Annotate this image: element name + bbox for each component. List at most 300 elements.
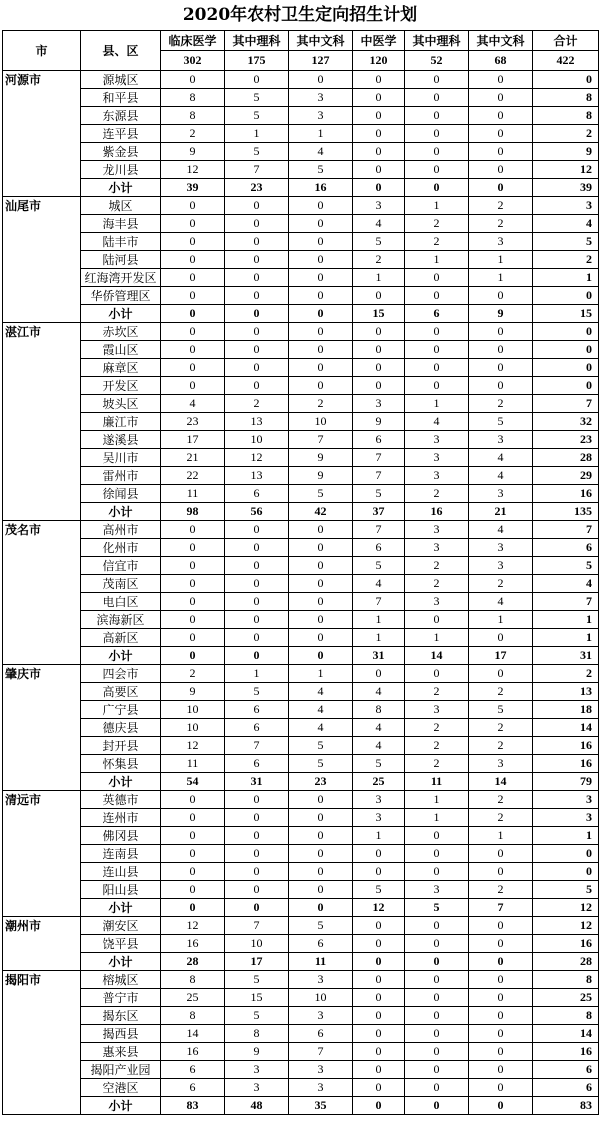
quota-cell: 0 [161, 809, 225, 827]
table-row [3, 701, 599, 719]
quota-cell: 0 [405, 863, 469, 881]
table-row [3, 323, 599, 341]
quota-cell: 1 [353, 269, 405, 287]
subtotal-label: 小计 [81, 953, 161, 971]
subtotal-cell: 98 [161, 503, 225, 521]
subtotal-cell: 0 [161, 305, 225, 323]
city-name: 清远市 [3, 791, 81, 917]
quota-cell: 2 [405, 755, 469, 773]
quota-cell: 0 [469, 125, 533, 143]
subtotal-label: 小计 [81, 503, 161, 521]
subtotal-cell: 7 [469, 899, 533, 917]
county-name: 封开县 [81, 737, 161, 755]
table-row [3, 521, 599, 539]
quota-cell: 0 [405, 611, 469, 629]
quota-cell: 0 [405, 269, 469, 287]
county-name: 红海湾开发区 [81, 269, 161, 287]
quota-cell: 0 [353, 161, 405, 179]
table-row [3, 413, 599, 431]
county-name: 廉江市 [81, 413, 161, 431]
quota-cell: 2 [405, 485, 469, 503]
table-row [3, 377, 599, 395]
quota-cell: 0 [405, 827, 469, 845]
quota-cell: 21 [161, 449, 225, 467]
quota-cell: 0 [469, 377, 533, 395]
subtotal-cell: 0 [405, 179, 469, 197]
city-name: 潮州市 [3, 917, 81, 971]
row-total: 14 [533, 719, 599, 737]
quota-cell: 5 [289, 485, 353, 503]
quota-cell: 0 [405, 377, 469, 395]
quota-cell: 0 [353, 1043, 405, 1061]
quota-cell: 0 [405, 917, 469, 935]
quota-cell: 7 [289, 431, 353, 449]
quota-cell: 0 [469, 665, 533, 683]
quota-cell: 0 [225, 827, 289, 845]
quota-cell: 0 [161, 287, 225, 305]
quota-cell: 4 [405, 413, 469, 431]
subtotal-cell: 0 [469, 179, 533, 197]
quota-cell: 0 [353, 143, 405, 161]
quota-cell: 0 [353, 1079, 405, 1097]
table-body [3, 31, 599, 1115]
quota-cell: 12 [161, 917, 225, 935]
subtotal-cell: 42 [289, 503, 353, 521]
subtotal-cell: 15 [353, 305, 405, 323]
quota-cell: 5 [289, 737, 353, 755]
row-total: 0 [533, 359, 599, 377]
quota-cell: 1 [469, 827, 533, 845]
county-name: 潮安区 [81, 917, 161, 935]
quota-cell: 0 [161, 881, 225, 899]
county-name: 东源县 [81, 107, 161, 125]
row-total: 9 [533, 143, 599, 161]
table-row [3, 881, 599, 899]
quota-cell: 0 [353, 1025, 405, 1043]
county-name: 佛冈县 [81, 827, 161, 845]
subtotal-cell: 11 [405, 773, 469, 791]
quota-cell: 0 [405, 935, 469, 953]
quota-cell: 5 [225, 683, 289, 701]
quota-cell: 2 [405, 215, 469, 233]
table-row [3, 917, 599, 935]
quota-cell: 2 [161, 125, 225, 143]
header-county: 县、区 [81, 31, 161, 71]
quota-cell: 2 [405, 737, 469, 755]
county-name: 连山县 [81, 863, 161, 881]
quota-cell: 8 [161, 89, 225, 107]
row-total: 6 [533, 539, 599, 557]
row-total: 4 [533, 215, 599, 233]
quota-cell: 5 [289, 755, 353, 773]
row-total: 2 [533, 665, 599, 683]
quota-cell: 1 [469, 269, 533, 287]
county-name: 饶平县 [81, 935, 161, 953]
quota-cell: 0 [161, 269, 225, 287]
header-total: 175 [225, 51, 289, 71]
quota-cell: 5 [353, 557, 405, 575]
quota-cell: 0 [353, 989, 405, 1007]
city-name: 汕尾市 [3, 197, 81, 323]
quota-cell: 2 [469, 719, 533, 737]
quota-cell: 2 [469, 683, 533, 701]
subtotal-cell: 16 [289, 179, 353, 197]
quota-cell: 0 [289, 215, 353, 233]
row-total: 5 [533, 881, 599, 899]
quota-cell: 4 [353, 719, 405, 737]
quota-cell: 0 [469, 287, 533, 305]
quota-cell: 0 [289, 809, 353, 827]
subtotal-cell: 0 [225, 305, 289, 323]
quota-cell: 5 [353, 755, 405, 773]
header-col: 其中文科 [469, 31, 533, 51]
county-name: 电白区 [81, 593, 161, 611]
quota-cell: 0 [405, 1043, 469, 1061]
subtotal-total: 39 [533, 179, 599, 197]
quota-cell: 4 [469, 521, 533, 539]
header-city: 市 [3, 31, 81, 71]
county-name: 龙川县 [81, 161, 161, 179]
row-total: 16 [533, 737, 599, 755]
quota-cell: 6 [225, 701, 289, 719]
subtotal-cell: 16 [405, 503, 469, 521]
quota-cell: 12 [161, 161, 225, 179]
quota-cell: 6 [161, 1061, 225, 1079]
quota-cell: 3 [405, 431, 469, 449]
row-total: 5 [533, 233, 599, 251]
quota-cell: 0 [405, 89, 469, 107]
quota-cell: 4 [353, 215, 405, 233]
table-row [3, 971, 599, 989]
quota-cell: 7 [289, 1043, 353, 1061]
quota-cell: 0 [161, 611, 225, 629]
quota-cell: 0 [353, 917, 405, 935]
quota-cell: 0 [225, 233, 289, 251]
quota-cell: 0 [225, 377, 289, 395]
subtotal-cell: 0 [289, 305, 353, 323]
subtotal-cell: 0 [353, 953, 405, 971]
row-total: 1 [533, 827, 599, 845]
quota-cell: 0 [405, 1061, 469, 1079]
quota-cell: 8 [161, 107, 225, 125]
quota-cell: 15 [225, 989, 289, 1007]
table-row [3, 611, 599, 629]
page-title: 2020年农村卫生定向招生计划 [182, 5, 418, 25]
header-total: 302 [161, 51, 225, 71]
subtotal-cell: 48 [225, 1097, 289, 1115]
header-col: 其中文科 [289, 31, 353, 51]
subtotal-label: 小计 [81, 305, 161, 323]
row-total: 25 [533, 989, 599, 1007]
quota-cell: 3 [469, 539, 533, 557]
quota-cell: 0 [469, 971, 533, 989]
quota-cell: 2 [289, 395, 353, 413]
quota-cell: 2 [469, 737, 533, 755]
county-name: 揭西县 [81, 1025, 161, 1043]
quota-cell: 9 [353, 413, 405, 431]
row-total: 0 [533, 377, 599, 395]
row-total: 6 [533, 1061, 599, 1079]
table-row [3, 143, 599, 161]
quota-cell: 0 [289, 71, 353, 89]
row-total: 12 [533, 917, 599, 935]
quota-cell: 0 [161, 323, 225, 341]
quota-cell: 0 [353, 1007, 405, 1025]
quota-cell: 5 [225, 89, 289, 107]
row-total: 7 [533, 395, 599, 413]
quota-cell: 9 [161, 143, 225, 161]
quota-cell: 0 [469, 845, 533, 863]
quota-cell: 0 [469, 1079, 533, 1097]
subtotal-cell: 0 [353, 1097, 405, 1115]
quota-cell: 3 [289, 971, 353, 989]
quota-cell: 3 [225, 1061, 289, 1079]
subtotal-total: 79 [533, 773, 599, 791]
quota-cell: 16 [161, 935, 225, 953]
quota-cell: 0 [289, 251, 353, 269]
row-total: 5 [533, 557, 599, 575]
subtotal-total: 83 [533, 1097, 599, 1115]
subtotal-cell: 0 [469, 953, 533, 971]
quota-cell: 5 [225, 107, 289, 125]
county-name: 华侨管理区 [81, 287, 161, 305]
table-row [3, 1061, 599, 1079]
county-name: 雷州市 [81, 467, 161, 485]
quota-cell: 2 [405, 233, 469, 251]
table-row [3, 539, 599, 557]
subtotal-row [3, 953, 599, 971]
table-row [3, 341, 599, 359]
quota-cell: 5 [225, 1007, 289, 1025]
header-col: 其中理科 [225, 31, 289, 51]
quota-cell: 0 [161, 377, 225, 395]
county-name: 海丰县 [81, 215, 161, 233]
quota-cell: 6 [225, 719, 289, 737]
quota-cell: 7 [353, 467, 405, 485]
quota-cell: 3 [405, 701, 469, 719]
subtotal-cell: 0 [225, 647, 289, 665]
quota-cell: 0 [469, 935, 533, 953]
quota-cell: 0 [469, 71, 533, 89]
quota-cell: 0 [469, 161, 533, 179]
table-row [3, 89, 599, 107]
quota-cell: 13 [225, 467, 289, 485]
quota-cell: 3 [289, 1079, 353, 1097]
quota-cell: 1 [405, 629, 469, 647]
quota-cell: 0 [353, 287, 405, 305]
quota-cell: 6 [353, 431, 405, 449]
county-name: 高新区 [81, 629, 161, 647]
subtotal-cell: 23 [289, 773, 353, 791]
quota-cell: 4 [289, 701, 353, 719]
plan-sheet [2, 0, 598, 1115]
subtotal-total: 135 [533, 503, 599, 521]
quota-cell: 0 [405, 665, 469, 683]
row-total: 0 [533, 323, 599, 341]
table-row [3, 431, 599, 449]
subtotal-cell: 0 [161, 647, 225, 665]
quota-cell: 4 [353, 683, 405, 701]
quota-cell: 0 [225, 539, 289, 557]
table-row [3, 1043, 599, 1061]
county-name: 徐闻县 [81, 485, 161, 503]
quota-cell: 1 [353, 629, 405, 647]
quota-cell: 3 [469, 755, 533, 773]
subtotal-row [3, 179, 599, 197]
quota-cell: 4 [289, 143, 353, 161]
quota-cell: 14 [161, 1025, 225, 1043]
quota-cell: 0 [353, 359, 405, 377]
subtotal-cell: 35 [289, 1097, 353, 1115]
quota-cell: 7 [225, 917, 289, 935]
subtotal-label: 小计 [81, 899, 161, 917]
quota-cell: 0 [289, 629, 353, 647]
quota-cell: 0 [225, 359, 289, 377]
table-row [3, 791, 599, 809]
row-total: 28 [533, 449, 599, 467]
quota-cell: 0 [353, 845, 405, 863]
quota-cell: 3 [353, 197, 405, 215]
row-total: 16 [533, 485, 599, 503]
row-total: 16 [533, 1043, 599, 1061]
table-row [3, 989, 599, 1007]
county-name: 连南县 [81, 845, 161, 863]
row-total: 8 [533, 971, 599, 989]
quota-cell: 0 [353, 1061, 405, 1079]
quota-cell: 1 [469, 251, 533, 269]
quota-cell: 1 [405, 809, 469, 827]
header-total: 422 [533, 51, 599, 71]
row-total: 7 [533, 521, 599, 539]
county-name: 开发区 [81, 377, 161, 395]
header-col: 中医学 [353, 31, 405, 51]
table-row [3, 197, 599, 215]
subtotal-cell: 39 [161, 179, 225, 197]
table-row [3, 629, 599, 647]
quota-cell: 0 [469, 1061, 533, 1079]
county-name: 城区 [81, 197, 161, 215]
quota-cell: 0 [289, 791, 353, 809]
quota-cell: 0 [161, 341, 225, 359]
quota-cell: 0 [225, 845, 289, 863]
subtotal-cell: 0 [289, 647, 353, 665]
quota-cell: 2 [405, 557, 469, 575]
table-row [3, 467, 599, 485]
quota-cell: 3 [469, 233, 533, 251]
quota-cell: 5 [289, 917, 353, 935]
county-name: 广宁县 [81, 701, 161, 719]
quota-cell: 0 [289, 521, 353, 539]
quota-cell: 0 [405, 989, 469, 1007]
quota-cell: 0 [225, 863, 289, 881]
quota-cell: 0 [161, 71, 225, 89]
table-row [3, 665, 599, 683]
quota-cell: 2 [405, 719, 469, 737]
subtotal-total: 12 [533, 899, 599, 917]
quota-cell: 0 [469, 359, 533, 377]
table-row [3, 233, 599, 251]
subtotal-cell: 0 [353, 179, 405, 197]
city-name: 茂名市 [3, 521, 81, 665]
quota-cell: 0 [405, 971, 469, 989]
enrollment-table [2, 30, 599, 1115]
quota-cell: 3 [405, 467, 469, 485]
quota-cell: 0 [225, 593, 289, 611]
row-total: 12 [533, 161, 599, 179]
quota-cell: 4 [289, 719, 353, 737]
quota-cell: 3 [469, 557, 533, 575]
row-total: 8 [533, 1007, 599, 1025]
quota-cell: 0 [469, 917, 533, 935]
quota-cell: 0 [405, 71, 469, 89]
quota-cell: 9 [289, 467, 353, 485]
quota-cell: 0 [405, 125, 469, 143]
quota-cell: 0 [405, 341, 469, 359]
subtotal-cell: 0 [405, 1097, 469, 1115]
quota-cell: 2 [469, 809, 533, 827]
subtotal-label: 小计 [81, 647, 161, 665]
table-row [3, 809, 599, 827]
quota-cell: 1 [405, 197, 469, 215]
quota-cell: 0 [289, 557, 353, 575]
quota-cell: 0 [353, 107, 405, 125]
quota-cell: 4 [289, 683, 353, 701]
quota-cell: 10 [161, 719, 225, 737]
row-total: 0 [533, 287, 599, 305]
quota-cell: 4 [469, 467, 533, 485]
county-name: 信宜市 [81, 557, 161, 575]
quota-cell: 0 [225, 557, 289, 575]
quota-cell: 8 [161, 1007, 225, 1025]
quota-cell: 25 [161, 989, 225, 1007]
quota-cell: 12 [225, 449, 289, 467]
quota-cell: 4 [469, 593, 533, 611]
row-total: 6 [533, 1079, 599, 1097]
quota-cell: 0 [353, 665, 405, 683]
county-name: 高州市 [81, 521, 161, 539]
table-row [3, 125, 599, 143]
subtotal-row [3, 503, 599, 521]
quota-cell: 3 [405, 539, 469, 557]
row-total: 4 [533, 575, 599, 593]
quota-cell: 0 [161, 557, 225, 575]
city-name: 揭阳市 [3, 971, 81, 1115]
row-total: 32 [533, 413, 599, 431]
quota-cell: 1 [289, 665, 353, 683]
quota-cell: 0 [469, 323, 533, 341]
quota-cell: 0 [225, 269, 289, 287]
county-name: 滨海新区 [81, 611, 161, 629]
quota-cell: 8 [161, 971, 225, 989]
subtotal-cell: 17 [225, 953, 289, 971]
table-row [3, 1079, 599, 1097]
quota-cell: 0 [289, 323, 353, 341]
quota-cell: 0 [289, 377, 353, 395]
header-col: 合计 [533, 31, 599, 51]
quota-cell: 0 [161, 575, 225, 593]
table-row [3, 395, 599, 413]
quota-cell: 2 [161, 665, 225, 683]
quota-cell: 0 [405, 845, 469, 863]
county-name: 吴川市 [81, 449, 161, 467]
county-name: 英德市 [81, 791, 161, 809]
row-total: 3 [533, 809, 599, 827]
quota-cell: 0 [161, 845, 225, 863]
quota-cell: 0 [469, 863, 533, 881]
quota-cell: 0 [225, 521, 289, 539]
quota-cell: 0 [469, 1043, 533, 1061]
quota-cell: 0 [469, 107, 533, 125]
